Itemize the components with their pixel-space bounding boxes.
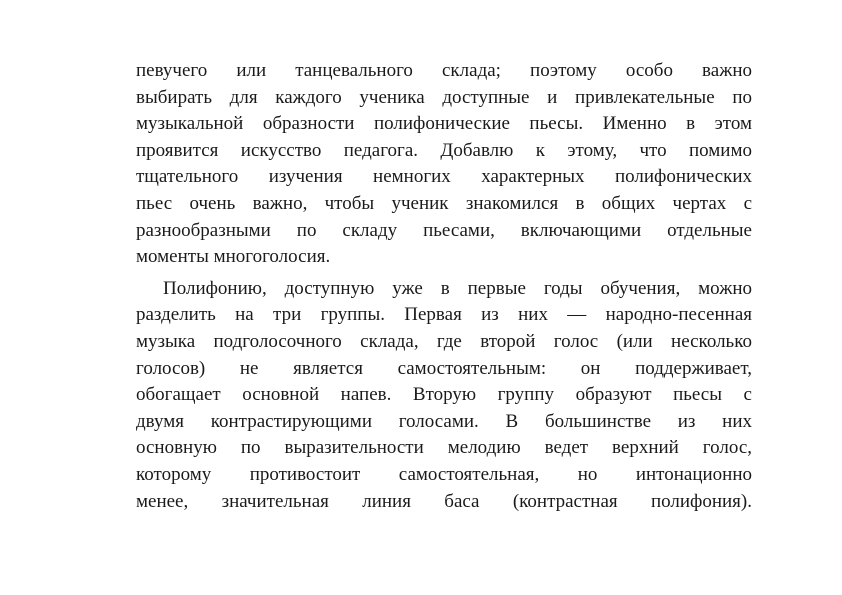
paragraph-1 [136, 58, 752, 271]
text-line: Полифонию, доступную уже в первые годы обучения, можно [163, 277, 752, 299]
text-line: моменты многоголосия. [136, 246, 331, 268]
text-line: певучего или танцевального склада; поэтому особо важно [136, 60, 752, 81]
text-line: обогащает основной напев. Вторую группу образуют пьесы с [136, 384, 752, 406]
text-line: музыка подголосочного склада, где второй голос (или несколько [136, 330, 752, 352]
text-body [136, 58, 752, 515]
text-line: проявится искусство педагога. Добавлю к этому, что помимо [136, 139, 752, 161]
text-line: разделить на три группы. Первая из них — народно-песенная [136, 304, 752, 326]
text-line: пьес очень важно, чтобы ученик знакомился в общих чертах с [136, 192, 752, 214]
text-line: основную по выразительности мелодию ведет верхний голос, [136, 437, 752, 459]
text-line: голосов) не является самостоятельным: он поддерживает, [136, 357, 752, 379]
text-line: музыкальной образности полифонические пьесы. Именно в этом [136, 113, 752, 135]
text-line: двумя контрастирующими голосами. В большинстве из них [136, 410, 752, 432]
text-line: тщательного изучения немногих характерных полифонических [136, 166, 752, 188]
text-line: менее, значительная линия баса (контрастная полифония). [136, 490, 752, 512]
text-line: которому противостоит самостоятельная, но интонационно [136, 463, 752, 485]
text-line: выбирать для каждого ученика доступные и привлекательные по [136, 86, 752, 108]
text-line: разнообразными по складу пьесами, включающими отдельные [136, 219, 752, 241]
paragraph-2 [136, 276, 752, 515]
